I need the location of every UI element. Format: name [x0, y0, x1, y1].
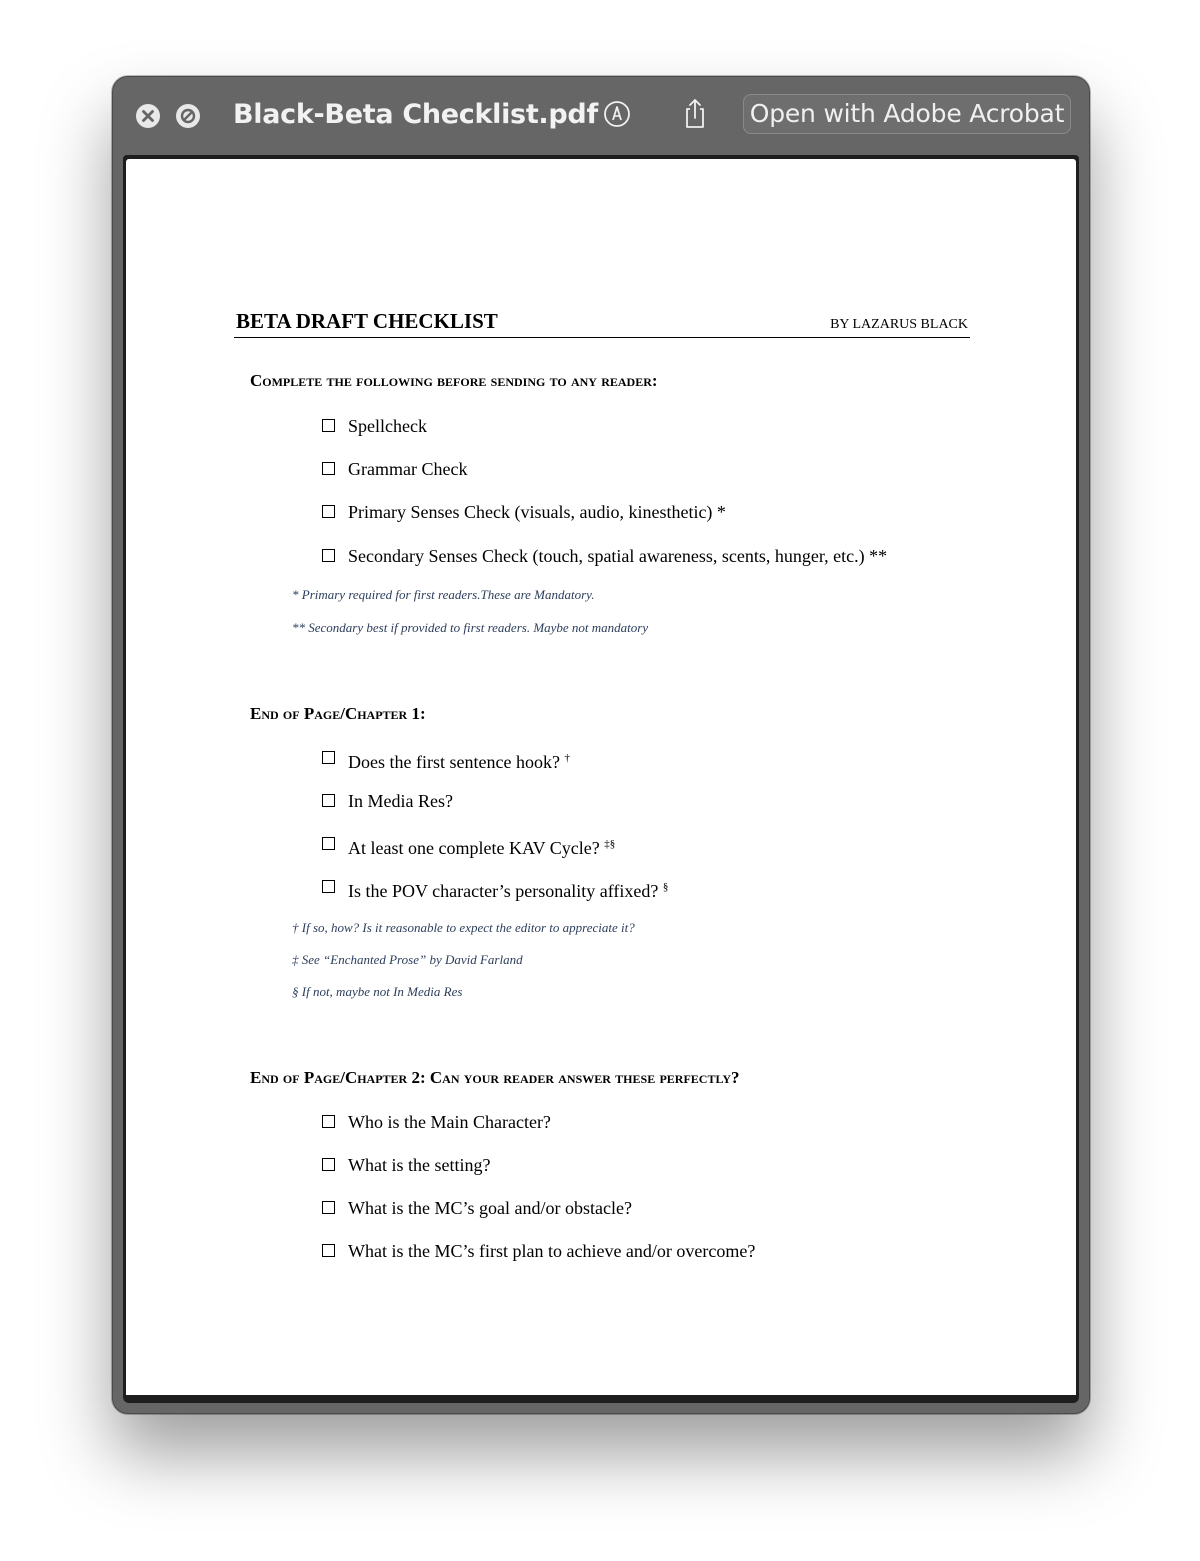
checkbox[interactable]: [322, 1115, 335, 1128]
checkbox[interactable]: [322, 1158, 335, 1171]
footnote: * Primary required for first readers.These are Mandatory.: [292, 587, 595, 602]
footnote: ** Secondary best if provided to first readers. Maybe not mandatory: [292, 620, 649, 635]
checklist-item-text: Grammar Check: [348, 459, 468, 479]
section-heading: End of Page/Chapter 2: Can your reader answer these perfectly?: [250, 1068, 740, 1087]
footnote-mark: ‡§: [604, 838, 616, 850]
markup-button[interactable]: [600, 97, 634, 131]
document-header: [234, 309, 970, 338]
checklist-item-text: Is the POV character’s personality affixed?: [348, 881, 659, 901]
open-with-acrobat-button[interactable]: Open with Adobe Acrobat: [743, 94, 1071, 134]
checklist-item-text: Who is the Main Character?: [348, 1112, 551, 1132]
document-author: BY LAZARUS BLACK: [830, 317, 968, 332]
section-heading: Complete the following before sending to any reader:: [250, 371, 658, 390]
checkbox[interactable]: [322, 1244, 335, 1257]
checklist-item-text: Primary Senses Check (visuals, audio, kinesthetic) *: [348, 502, 726, 522]
checklist-item-text: What is the setting?: [348, 1155, 491, 1175]
checkbox[interactable]: [322, 549, 335, 562]
checkbox[interactable]: [322, 880, 335, 893]
checkbox[interactable]: [322, 751, 335, 764]
checkbox[interactable]: [322, 419, 335, 432]
section-heading: End of Page/Chapter 1:: [250, 704, 426, 723]
footnote: ‡ See “Enchanted Prose” by David Farland: [292, 952, 523, 967]
document-title: BETA DRAFT CHECKLIST: [236, 309, 498, 333]
close-button[interactable]: [136, 104, 160, 128]
checklist-item-text: Does the first sentence hook?: [348, 752, 560, 772]
checklist-item-text: What is the MC’s goal and/or obstacle?: [348, 1198, 632, 1218]
checkbox[interactable]: [322, 462, 335, 475]
checklist-item-text: In Media Res?: [348, 791, 453, 811]
footnote-mark: †: [564, 752, 570, 764]
close-icon: [136, 104, 160, 128]
window-title: Black-Beta Checklist.pdf: [233, 99, 598, 130]
document-viewport[interactable]: [123, 155, 1079, 1403]
pdf-page: [126, 159, 1076, 1395]
title-bar: [113, 77, 1089, 153]
footnote-mark: §: [662, 881, 669, 893]
checkbox[interactable]: [322, 794, 335, 807]
footnote: § If not, maybe not In Media Res: [292, 984, 463, 999]
preview-window: [112, 76, 1090, 1414]
checklist-item-text: What is the MC’s first plan to achieve and/or overcome?: [348, 1241, 756, 1261]
markup-pen-icon: [602, 99, 632, 129]
share-icon: [680, 97, 710, 131]
block-icon: [176, 104, 200, 128]
checkbox[interactable]: [322, 837, 335, 850]
checkbox[interactable]: [322, 505, 335, 518]
checkbox[interactable]: [322, 1201, 335, 1214]
share-button[interactable]: [678, 97, 712, 131]
checklist-item-text: Secondary Senses Check (touch, spatial awareness, scents, hunger, etc.) **: [348, 546, 888, 566]
footnote: † If so, how? Is it reasonable to expect the editor to appreciate it?: [292, 920, 635, 935]
checklist-item-text: Spellcheck: [348, 416, 427, 436]
checklist-item-text: At least one complete KAV Cycle?: [348, 838, 600, 858]
hide-button[interactable]: [176, 104, 200, 128]
